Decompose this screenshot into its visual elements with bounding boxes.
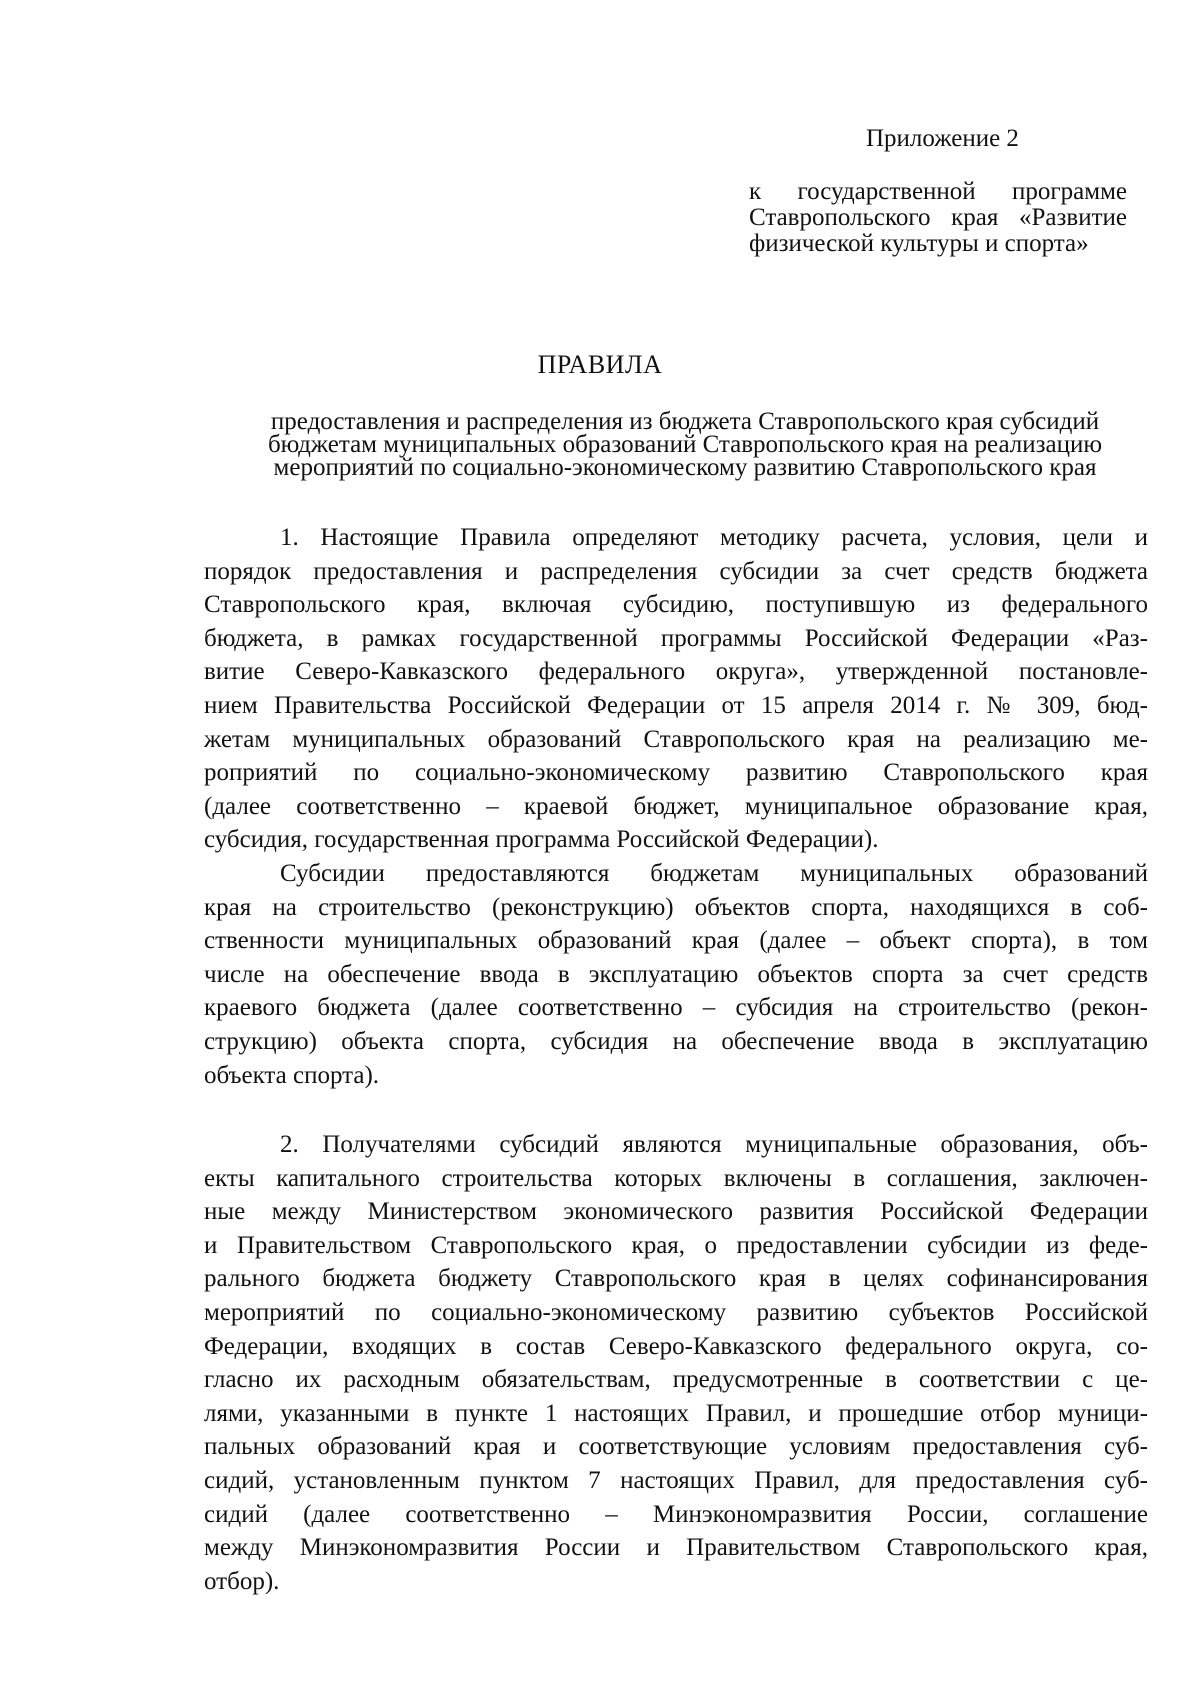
paragraph-3-line: и Правительством Ставропольского края, о предоставлении субсидии из феде- <box>204 1231 1148 1259</box>
paragraph-1-line: 1. Настоящие Правила определяют методику расчета, условия, цели и <box>280 524 1148 551</box>
paragraph-1-line: нием Правительства Российской Федерации от 15 апреля 2014 г. № 309, бюд- <box>204 691 1148 719</box>
appendix-reference-line: физической культуры и спорта» <box>749 230 1089 257</box>
document-title: ПРАВИЛА <box>537 350 663 379</box>
paragraph-1-line: витие Северо-Кавказского федерального округа», утвержденной постановле- <box>204 658 1148 686</box>
paragraph-3-line: пальных образований края и соответствующие условиям предоставления суб- <box>204 1433 1148 1461</box>
appendix-reference-line: к государственной программе <box>749 178 1127 205</box>
paragraph-3-line: 2. Получателями субсидий являются муниципальные образования, объ- <box>280 1131 1148 1159</box>
paragraph-1-line: субсидия, государственная программа Российской Федерации). <box>204 826 879 854</box>
subtitle-line: предоставления и распределения из бюджета Ставропольского края субсидий <box>270 408 1100 435</box>
paragraph-3-line: Федерации, входящих в состав Северо-Кавказского федерального округа, со- <box>204 1332 1148 1360</box>
paragraph-1-line: роприятий по социально-экономическому развитию Ставропольского края <box>204 759 1148 787</box>
paragraph-3-line: лями, указанными в пункте 1 настоящих Правил, и прошедшие отбор муници- <box>204 1399 1148 1427</box>
paragraph-3-line: сидий (далее соответственно – Минэкономразвития России, соглашение <box>204 1500 1148 1528</box>
paragraph-1-line: жетам муниципальных образований Ставропольского края на реализацию ме- <box>204 725 1148 753</box>
paragraph-2-line: струкцию) объекта спорта, субсидия на обеспечение ввода в эксплуатацию <box>204 1027 1148 1055</box>
subtitle-line: мероприятий по социально-экономическому развитию Ставропольского края <box>273 454 1097 481</box>
paragraph-3-line: гласно их расходным обязательствам, предусмотренные в соответствии с це- <box>204 1366 1148 1394</box>
document-body <box>204 521 1148 1598</box>
paragraph-2-line: Субсидии предоставляются бюджетам муниципальных образований <box>280 859 1148 887</box>
paragraph-3-line: между Минэкономразвития России и Правительством Ставропольского края, <box>204 1534 1148 1562</box>
paragraph-2-line: края на строительство (реконструкцию) объектов спорта, находящихся в соб- <box>204 893 1148 921</box>
appendix-reference <box>749 179 1127 257</box>
paragraph-1-line: бюджета, в рамках государственной программы Российской Федерации «Раз- <box>204 624 1148 652</box>
paragraph-3-line: рального бюджета бюджету Ставропольского края в целях софинансирования <box>204 1265 1148 1293</box>
paragraph-gap <box>204 1092 1148 1128</box>
paragraph-2-line: краевого бюджета (далее соответственно – субсидия на строительство (рекон- <box>204 994 1148 1022</box>
paragraph-1-line: порядок предоставления и распределения субсидии за счет средств бюджета <box>204 557 1148 585</box>
paragraph-3-line: ные между Министерством экономического развития Российской Федерации <box>204 1198 1148 1226</box>
paragraph-2-line: объекта спорта). <box>204 1061 380 1089</box>
paragraph-3-line: сидий, установленным пунктом 7 настоящих Правил, для предоставления суб- <box>204 1467 1148 1495</box>
paragraph-2-line: ственности муниципальных образований края (далее – объект спорта), в том <box>204 927 1148 955</box>
paragraph-3-line: отбор). <box>204 1567 280 1595</box>
subtitle-line: бюджетам муниципальных образований Ставропольского края на реализацию <box>267 431 1103 458</box>
paragraph-1-line: Ставропольского края, включая субсидию, поступившую из федерального <box>204 591 1148 619</box>
appendix-title: Приложение 2 <box>866 125 1019 152</box>
paragraph-1-line: (далее соответственно – краевой бюджет, муниципальное образование края, <box>204 792 1148 820</box>
paragraph-2-line: числе на обеспечение ввода в эксплуатацию объектов спорта за счет средств <box>204 960 1148 988</box>
paragraph-3-line: мероприятий по социально-экономическому развитию субъектов Российской <box>204 1299 1148 1327</box>
appendix-reference-line: Ставропольского края «Развитие <box>749 204 1127 231</box>
paragraph-3-line: екты капитального строительства которых включены в соглашения, заключен- <box>204 1164 1148 1192</box>
document-subtitle <box>220 410 1150 479</box>
